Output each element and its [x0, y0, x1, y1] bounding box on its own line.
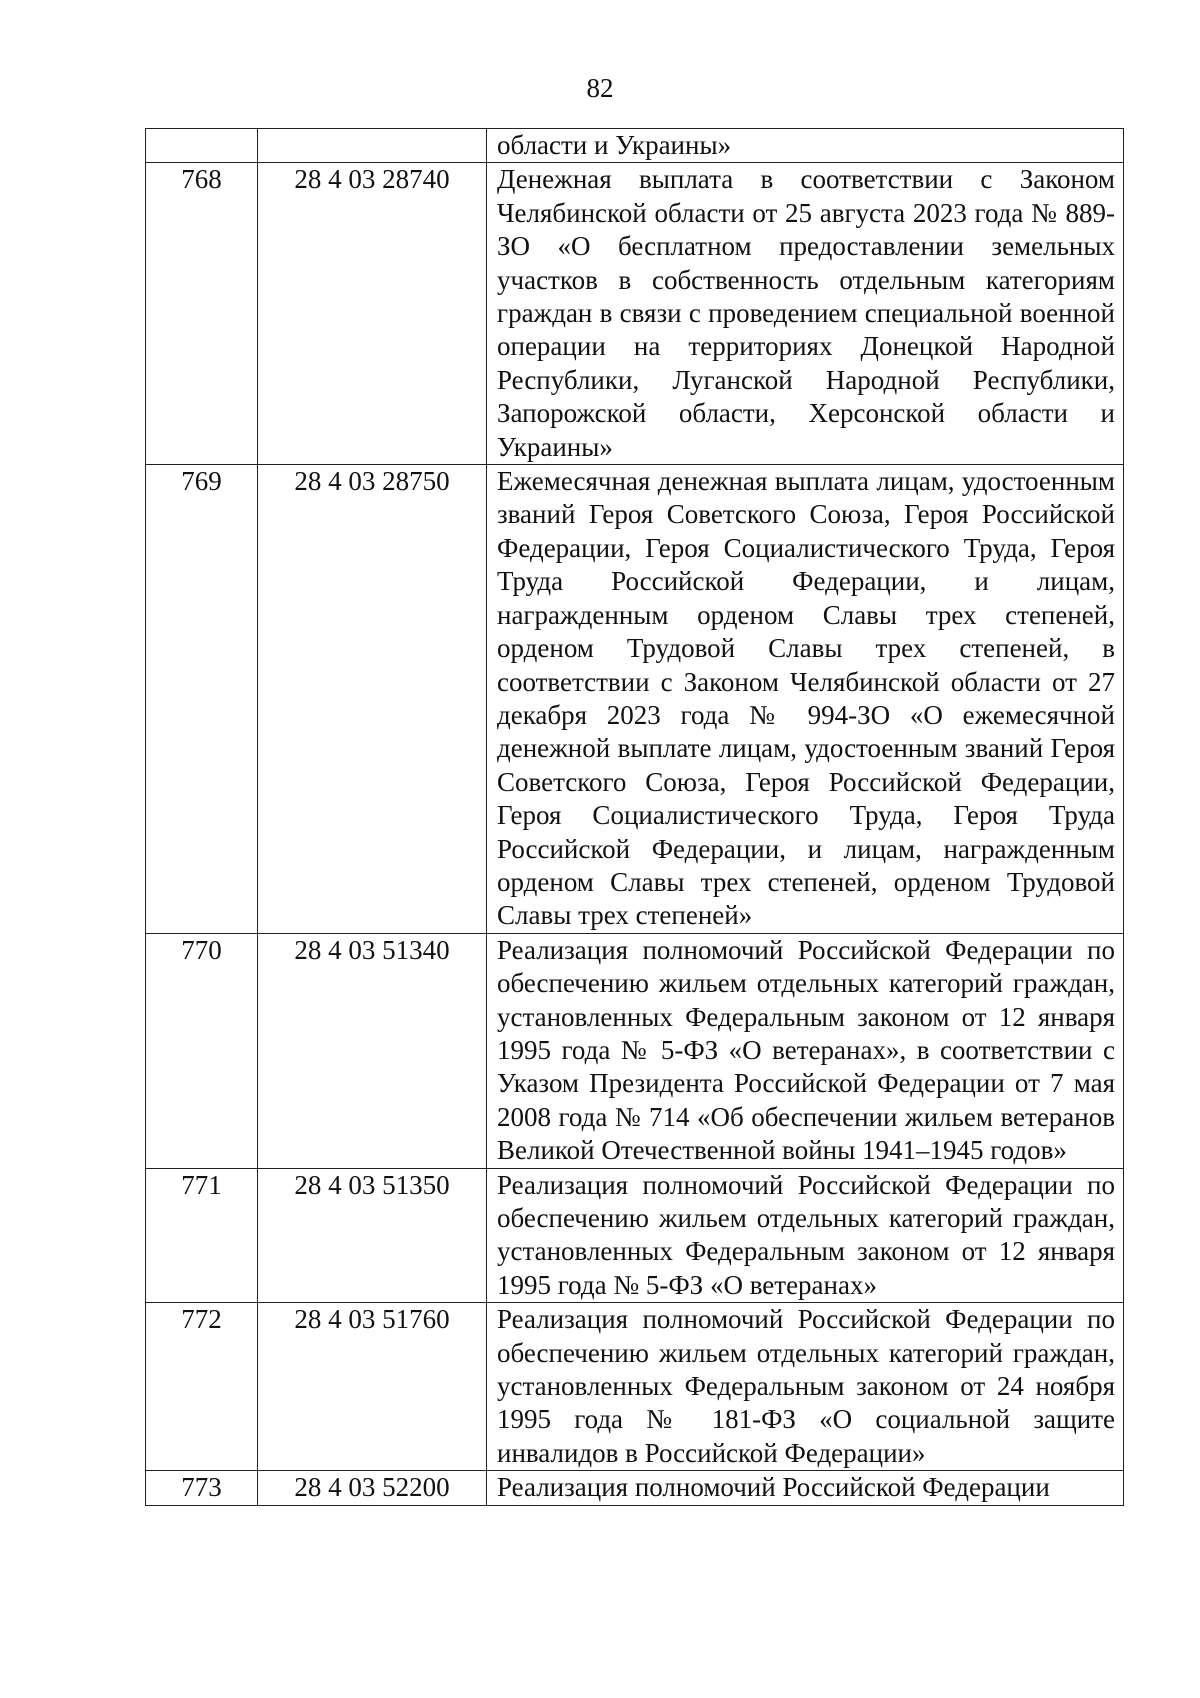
description-text: Ежемесячная денежная выплата лицам, удостоенным званий Героя Советского Союза, Героя Российской Федерации, Героя Социалистического Труда, Героя Труда Российской Федерации, и лицам, награжденным орденом Славы трех степеней, орденом Трудовой Славы трех степеней, в соответствии с Законом Челябинской области от 27 декабря 2023 года № 994-ЗО «О ежемесячной денежной выплате лицам, удостоенным званий Героя Советского Союза, Героя Российской Федерации, Героя Социалистического Труда, Героя Труда Российской Федерации, и лицам, награжденным орденом Славы трех степеней, орденом Трудовой Славы трех степеней»	[497, 466, 1115, 931]
description-text: Денежная выплата в соответствии с Законом Челябинской области от 25 августа 2023 года № 889-ЗО «О бесплатном предоставлении земельных участков в собственность отдельным категориям граждан в связи с проведением специальной военной операции на территориях Донецкой Народной Республики, Луганской Народной Республики, Запорожской области, Херсонской области и Украины»	[497, 164, 1115, 462]
row-number-cell: 770	[146, 933, 258, 1168]
description-text: Реализация полномочий Российской Федерации по обеспечению жильем отдельных категорий граждан, установленных Федеральным законом от 24 ноября 1995 года № 181-ФЗ «О социальной защите инвалидов в Российской Федерации»	[497, 1304, 1115, 1468]
classification-code-cell: 28 4 03 28750	[258, 465, 487, 934]
classification-code-cell: 28 4 03 52200	[258, 1471, 487, 1505]
classification-code-cell: 28 4 03 51760	[258, 1303, 487, 1471]
description-cell	[487, 465, 1124, 934]
table-row	[146, 465, 1124, 934]
table-row	[146, 933, 1124, 1168]
description-cell	[487, 129, 1124, 163]
description-text: Реализация полномочий Российской Федерации по обеспечению жильем отдельных категорий граждан, установленных Федеральным законом от 12 января 1995 года № 5-ФЗ «О ветеранах», в соответствии с Указом Президента Российской Федерации от 7 мая 2008 года № 714 «Об обеспечении жильем ветеранов Великой Отечественной войны 1941–1945 годов»	[497, 934, 1115, 1166]
table-row	[146, 1168, 1124, 1303]
classification-code-cell: 28 4 03 51350	[258, 1168, 487, 1303]
row-number-cell: 771	[146, 1168, 258, 1303]
row-number-cell: 769	[146, 465, 258, 934]
budget-classification-table	[145, 128, 1124, 1506]
description-cell	[487, 1471, 1124, 1505]
description-text: Реализация полномочий Российской Федерации	[497, 1472, 1050, 1503]
page-number: 82	[586, 73, 614, 103]
classification-code-cell: 28 4 03 28740	[258, 163, 487, 465]
description-text: области и Украины»	[497, 130, 732, 160]
table-row	[146, 163, 1124, 465]
table-row	[146, 129, 1124, 163]
classification-code-cell: 28 4 03 51340	[258, 933, 487, 1168]
row-number-cell: 772	[146, 1303, 258, 1471]
row-number-cell	[146, 129, 258, 163]
description-text: Реализация полномочий Российской Федерации по обеспечению жильем отдельных категорий граждан, установленных Федеральным законом от 12 января 1995 года № 5-ФЗ «О ветеранах»	[497, 1169, 1115, 1300]
table-row	[146, 1303, 1124, 1471]
table-row	[146, 1471, 1124, 1505]
description-cell	[487, 1303, 1124, 1471]
classification-code-cell	[258, 129, 487, 163]
row-number-cell: 773	[146, 1471, 258, 1505]
description-cell	[487, 933, 1124, 1168]
row-number-cell: 768	[146, 163, 258, 465]
description-cell	[487, 1168, 1124, 1303]
description-cell	[487, 163, 1124, 465]
